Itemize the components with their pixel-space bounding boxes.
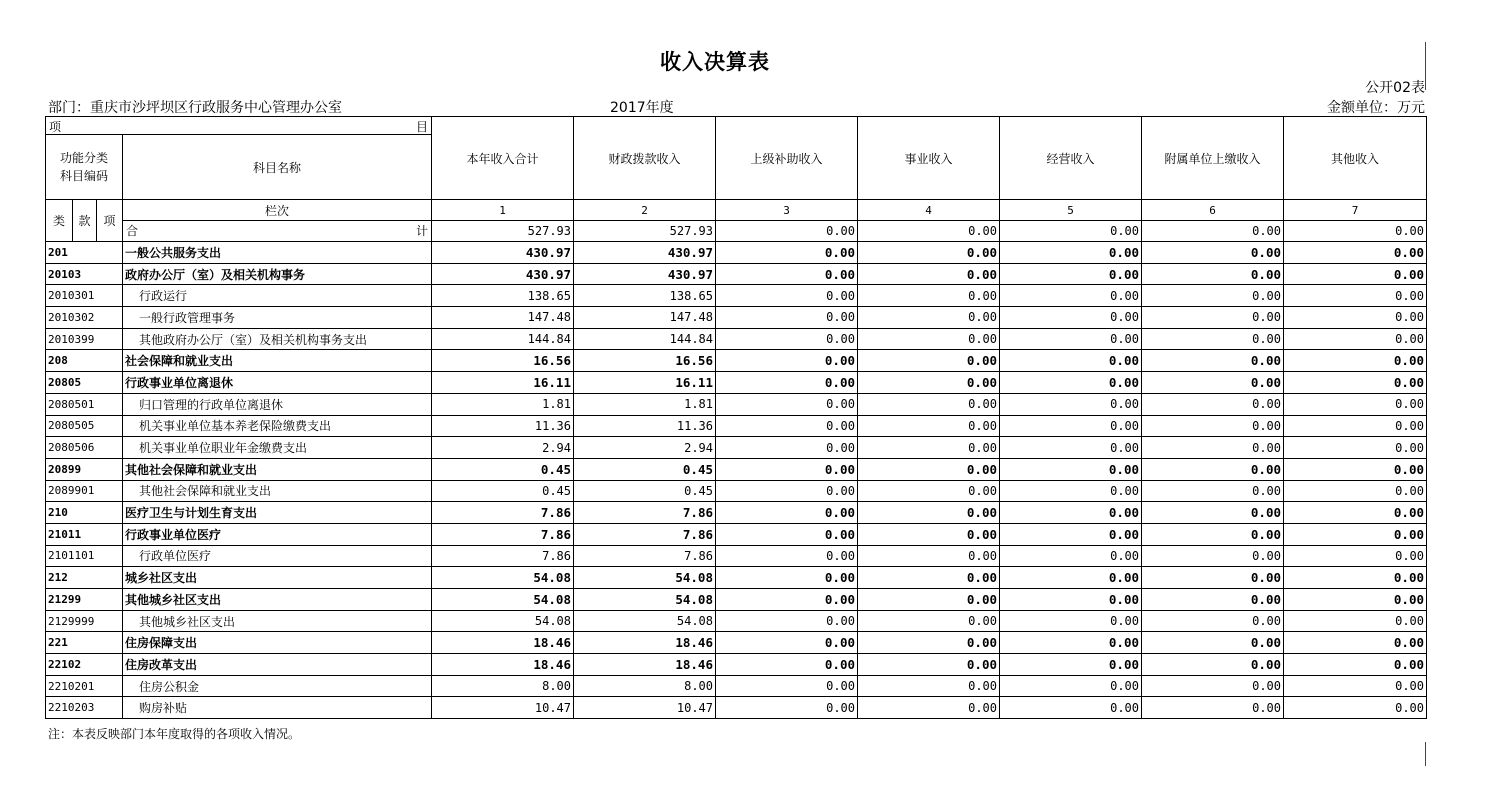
amount-cell: 0.00 (858, 610, 1000, 632)
amount-cell: 0.00 (716, 415, 858, 437)
subject-code: 20899 (46, 458, 123, 480)
amount-cell: 0.00 (1284, 285, 1427, 307)
amount-cell: 0.00 (1000, 675, 1142, 697)
amount-cell: 0.00 (1284, 372, 1427, 394)
amount-cell: 0.00 (1000, 589, 1142, 611)
page-edge-line-top (1425, 42, 1426, 90)
total-row (46, 221, 1427, 242)
amount-cell: 16.56 (574, 350, 716, 372)
subject-name: 政府办公厅（室）及相关机构事务 (123, 263, 432, 285)
subject-name: 行政运行 (123, 285, 432, 307)
subject-code: 2080505 (46, 415, 123, 437)
amount-cell: 0.00 (1142, 610, 1284, 632)
fiscal-year: 2017年度 (610, 100, 674, 116)
amount-cell: 0.00 (1284, 567, 1427, 589)
table-row (46, 589, 1427, 611)
amount-cell: 0.00 (1142, 285, 1284, 307)
amount-cell: 54.08 (574, 610, 716, 632)
amount-cell: 0.00 (1142, 350, 1284, 372)
amount-cell: 0.00 (1000, 307, 1142, 329)
amount-cell: 0.00 (1284, 328, 1427, 350)
amount-cell: 0.00 (716, 242, 858, 264)
amount-cell: 7.86 (432, 545, 574, 567)
form-number: 公开02表 (1365, 80, 1425, 96)
amount-cell: 0.45 (432, 480, 574, 502)
amount-cell: 0.00 (1000, 502, 1142, 524)
amount-cell: 0.00 (858, 480, 1000, 502)
item-right-label: 目 (415, 120, 428, 134)
table-row (46, 697, 1427, 719)
amount-cell: 0.00 (1284, 610, 1427, 632)
table-row (46, 350, 1427, 372)
amount-cell: 144.84 (432, 328, 574, 350)
amount-cell: 7.86 (574, 545, 716, 567)
subject-name: 其他城乡社区支出 (123, 610, 432, 632)
table-row (46, 632, 1427, 654)
table-row (46, 610, 1427, 632)
subject-code: 22102 (46, 654, 123, 676)
amount-cell: 0.00 (1000, 610, 1142, 632)
table-row (46, 502, 1427, 524)
amount-cell: 0.00 (858, 415, 1000, 437)
amount-cell: 54.08 (432, 589, 574, 611)
amount-cell: 144.84 (574, 328, 716, 350)
amount-cell: 0.00 (1284, 242, 1427, 264)
amount-cell: 0.00 (1000, 285, 1142, 307)
table-row (46, 437, 1427, 459)
amount-cell: 0.00 (1142, 480, 1284, 502)
amount-cell: 0.00 (858, 654, 1000, 676)
amount-cell: 0.00 (1142, 393, 1284, 415)
amount-cell: 0.00 (1284, 350, 1427, 372)
subject-name: 其他社会保障和就业支出 (123, 458, 432, 480)
amount-cell: 0.00 (1000, 437, 1142, 459)
amount-cell: 0.00 (716, 437, 858, 459)
column-number-label: 栏次 (123, 200, 432, 221)
amount-cell: 0.00 (1000, 242, 1142, 264)
total-label-cell (123, 221, 432, 242)
amount-cell: 0.45 (574, 480, 716, 502)
page-edge-line-bottom (1425, 742, 1426, 766)
total-value: 0.00 (1284, 221, 1427, 242)
amount-cell: 0.00 (858, 285, 1000, 307)
amount-cell: 147.48 (432, 307, 574, 329)
amount-cell: 0.00 (716, 458, 858, 480)
subject-name: 医疗卫生与计划生育支出 (123, 502, 432, 524)
amount-cell: 0.00 (716, 675, 858, 697)
item-header-cell (46, 117, 432, 135)
amount-cell: 138.65 (432, 285, 574, 307)
amount-cell: 0.00 (1284, 415, 1427, 437)
amount-cell: 11.36 (574, 415, 716, 437)
amount-cell: 0.00 (716, 372, 858, 394)
subject-code: 21299 (46, 589, 123, 611)
amount-cell: 0.00 (716, 350, 858, 372)
amount-cell: 0.00 (1284, 393, 1427, 415)
amount-cell: 0.00 (858, 632, 1000, 654)
subject-code: 2010302 (46, 307, 123, 329)
amount-cell: 0.00 (716, 589, 858, 611)
amount-cell: 430.97 (432, 242, 574, 264)
subject-code: 210 (46, 502, 123, 524)
col-header-3: 上级补助收入 (716, 117, 858, 200)
subject-code: 2089901 (46, 480, 123, 502)
column-number: 3 (716, 200, 858, 221)
amount-cell: 430.97 (574, 242, 716, 264)
header-row-numbers (46, 200, 1427, 221)
col-header-6: 附属单位上缴收入 (1142, 117, 1284, 200)
amount-cell: 0.00 (1142, 263, 1284, 285)
amount-cell: 0.00 (1284, 263, 1427, 285)
amount-cell: 16.11 (432, 372, 574, 394)
amount-cell: 0.00 (858, 437, 1000, 459)
amount-cell: 0.00 (1284, 458, 1427, 480)
subject-code: 2129999 (46, 610, 123, 632)
col-header-4: 事业收入 (858, 117, 1000, 200)
amount-cell: 0.00 (1000, 545, 1142, 567)
total-value: 0.00 (716, 221, 858, 242)
subject-name: 机关事业单位职业年金缴费支出 (123, 437, 432, 459)
amount-cell: 0.00 (1142, 437, 1284, 459)
amount-cell: 0.00 (858, 697, 1000, 719)
subject-name: 行政事业单位离退休 (123, 372, 432, 394)
amount-cell: 7.86 (432, 523, 574, 545)
column-number: 4 (858, 200, 1000, 221)
department-label: 部门：重庆市沙坪坝区行政服务中心管理办公室 (48, 100, 342, 116)
amount-cell: 2.94 (432, 437, 574, 459)
amount-cell: 0.00 (716, 654, 858, 676)
amount-cell: 0.00 (1284, 632, 1427, 654)
amount-cell: 1.81 (574, 393, 716, 415)
subject-code: 2080506 (46, 437, 123, 459)
amount-cell: 0.00 (1142, 567, 1284, 589)
amount-cell: 54.08 (432, 610, 574, 632)
amount-cell: 0.00 (716, 480, 858, 502)
subject-name: 住房公积金 (123, 675, 432, 697)
func-code-header: 功能分类 科目编码 (46, 135, 123, 200)
amount-cell: 0.00 (1142, 589, 1284, 611)
item-left-label: 项 (49, 120, 62, 134)
table-row (46, 285, 1427, 307)
column-number: 2 (574, 200, 716, 221)
amount-cell: 0.00 (1000, 328, 1142, 350)
amount-cell: 8.00 (432, 675, 574, 697)
subject-name: 归口管理的行政单位离退休 (123, 393, 432, 415)
amount-cell: 0.00 (716, 632, 858, 654)
amount-cell: 0.00 (716, 523, 858, 545)
column-number: 6 (1142, 200, 1284, 221)
income-table (45, 116, 1427, 719)
amount-cell: 7.86 (574, 523, 716, 545)
amount-cell: 0.00 (1000, 263, 1142, 285)
amount-cell: 7.86 (574, 502, 716, 524)
amount-cell: 138.65 (574, 285, 716, 307)
amount-cell: 0.00 (716, 285, 858, 307)
amount-cell: 0.00 (1284, 502, 1427, 524)
amount-cell: 0.00 (858, 350, 1000, 372)
amount-cell: 0.00 (1000, 697, 1142, 719)
amount-cell: 0.00 (858, 458, 1000, 480)
amount-cell: 0.00 (1000, 350, 1142, 372)
amount-cell: 0.00 (1284, 654, 1427, 676)
table-row (46, 458, 1427, 480)
subject-name: 其他社会保障和就业支出 (123, 480, 432, 502)
amount-cell: 0.00 (858, 523, 1000, 545)
amount-cell: 0.00 (1284, 480, 1427, 502)
amount-cell: 10.47 (574, 697, 716, 719)
subject-name: 行政单位医疗 (123, 545, 432, 567)
xiang-header: 项 (97, 200, 123, 242)
table-row (46, 567, 1427, 589)
amount-cell: 0.00 (1284, 589, 1427, 611)
amount-cell: 8.00 (574, 675, 716, 697)
footnote: 注：本表反映部门本年度取得的各项收入情况。 (48, 727, 301, 741)
amount-cell: 18.46 (432, 632, 574, 654)
subject-name: 城乡社区支出 (123, 567, 432, 589)
amount-cell: 0.00 (858, 675, 1000, 697)
amount-cell: 0.00 (1000, 567, 1142, 589)
total-value: 527.93 (574, 221, 716, 242)
amount-cell: 0.00 (1142, 523, 1284, 545)
amount-cell: 10.47 (432, 697, 574, 719)
subject-name-header: 科目名称 (123, 135, 432, 200)
amount-cell: 0.00 (1142, 307, 1284, 329)
table-row (46, 675, 1427, 697)
amount-cell: 0.00 (1142, 415, 1284, 437)
amount-cell: 2.94 (574, 437, 716, 459)
amount-cell: 0.00 (716, 307, 858, 329)
amount-cell: 0.00 (1284, 307, 1427, 329)
amount-cell: 54.08 (574, 567, 716, 589)
subject-name: 住房改革支出 (123, 654, 432, 676)
amount-cell: 0.00 (716, 567, 858, 589)
column-number: 5 (1000, 200, 1142, 221)
amount-cell: 0.00 (1142, 372, 1284, 394)
amount-cell: 0.00 (716, 610, 858, 632)
table-row (46, 307, 1427, 329)
col-header-1: 本年收入合计 (432, 117, 574, 200)
table-row (46, 263, 1427, 285)
amount-cell: 0.00 (1142, 675, 1284, 697)
amount-cell: 0.00 (1000, 523, 1142, 545)
amount-cell: 0.00 (858, 263, 1000, 285)
amount-cell: 0.00 (858, 242, 1000, 264)
amount-cell: 0.00 (716, 328, 858, 350)
amount-cell: 1.81 (432, 393, 574, 415)
subject-code: 201 (46, 242, 123, 264)
amount-cell: 147.48 (574, 307, 716, 329)
amount-cell: 0.00 (716, 697, 858, 719)
subject-name: 一般行政管理事务 (123, 307, 432, 329)
subject-name: 行政事业单位医疗 (123, 523, 432, 545)
subject-name: 机关事业单位基本养老保险缴费支出 (123, 415, 432, 437)
amount-cell: 0.45 (432, 458, 574, 480)
subject-name: 其他政府办公厅（室）及相关机构事务支出 (123, 328, 432, 350)
subject-code: 2210201 (46, 675, 123, 697)
amount-cell: 54.08 (574, 589, 716, 611)
column-number: 7 (1284, 200, 1427, 221)
subject-code: 212 (46, 567, 123, 589)
amount-cell: 0.00 (858, 589, 1000, 611)
amount-cell: 0.00 (1142, 328, 1284, 350)
amount-cell: 0.00 (1142, 697, 1284, 719)
subject-name: 购房补贴 (123, 697, 432, 719)
amount-cell: 0.00 (1142, 502, 1284, 524)
table-row (46, 415, 1427, 437)
amount-cell: 0.00 (1000, 372, 1142, 394)
amount-cell: 430.97 (432, 263, 574, 285)
amount-cell: 0.00 (858, 372, 1000, 394)
amount-cell: 54.08 (432, 567, 574, 589)
amount-cell: 0.00 (1000, 458, 1142, 480)
total-value: 0.00 (1000, 221, 1142, 242)
subject-code: 2101101 (46, 545, 123, 567)
total-label-right: 计 (415, 224, 428, 238)
page-title: 收入决算表 (660, 50, 770, 74)
amount-cell: 0.00 (1000, 632, 1142, 654)
subject-code: 20805 (46, 372, 123, 394)
amount-cell: 18.46 (574, 654, 716, 676)
subject-code: 221 (46, 632, 123, 654)
col-header-5: 经营收入 (1000, 117, 1142, 200)
amount-cell: 0.00 (858, 545, 1000, 567)
subject-code: 21011 (46, 523, 123, 545)
meta-row (48, 97, 1425, 117)
amount-cell: 7.86 (432, 502, 574, 524)
total-label-left: 合 (126, 224, 139, 238)
subject-code: 2080501 (46, 393, 123, 415)
col-header-2: 财政拨款收入 (574, 117, 716, 200)
amount-cell: 11.36 (432, 415, 574, 437)
subject-name: 一般公共服务支出 (123, 242, 432, 264)
subject-code: 208 (46, 350, 123, 372)
amount-cell: 0.00 (1000, 415, 1142, 437)
table-row (46, 480, 1427, 502)
amount-cell: 18.46 (574, 632, 716, 654)
table-row (46, 523, 1427, 545)
amount-cell: 0.00 (716, 393, 858, 415)
amount-cell: 430.97 (574, 263, 716, 285)
amount-cell: 0.00 (1000, 393, 1142, 415)
amount-cell: 0.00 (1142, 242, 1284, 264)
total-value: 527.93 (432, 221, 574, 242)
amount-cell: 0.00 (858, 307, 1000, 329)
subject-name: 社会保障和就业支出 (123, 350, 432, 372)
amount-cell: 16.56 (432, 350, 574, 372)
amount-cell: 0.00 (1284, 523, 1427, 545)
amount-cell: 0.00 (858, 567, 1000, 589)
column-number: 1 (432, 200, 574, 221)
amount-cell: 0.00 (1000, 480, 1142, 502)
table-row (46, 654, 1427, 676)
col-header-7: 其他收入 (1284, 117, 1427, 200)
amount-cell: 0.00 (1142, 545, 1284, 567)
amount-cell: 0.00 (858, 328, 1000, 350)
kuan-header: 款 (73, 200, 97, 242)
table-row (46, 242, 1427, 264)
amount-cell: 0.00 (1142, 654, 1284, 676)
total-value: 0.00 (1142, 221, 1284, 242)
amount-cell: 0.00 (1284, 545, 1427, 567)
total-value: 0.00 (858, 221, 1000, 242)
table-row (46, 545, 1427, 567)
header-row-item (46, 117, 1427, 135)
amount-cell: 0.00 (858, 393, 1000, 415)
amount-unit: 金额单位：万元 (1327, 100, 1425, 116)
table-row (46, 393, 1427, 415)
amount-cell: 0.00 (1142, 632, 1284, 654)
amount-cell: 0.00 (716, 502, 858, 524)
subject-name: 住房保障支出 (123, 632, 432, 654)
amount-cell: 0.00 (1284, 437, 1427, 459)
table-row (46, 372, 1427, 394)
subject-code: 2010399 (46, 328, 123, 350)
amount-cell: 0.00 (716, 263, 858, 285)
amount-cell: 0.00 (1284, 697, 1427, 719)
amount-cell: 0.00 (1000, 654, 1142, 676)
amount-cell: 0.45 (574, 458, 716, 480)
lei-header: 类 (46, 200, 73, 242)
amount-cell: 0.00 (1284, 675, 1427, 697)
amount-cell: 18.46 (432, 654, 574, 676)
amount-cell: 0.00 (716, 545, 858, 567)
subject-code: 2210203 (46, 697, 123, 719)
table-row (46, 328, 1427, 350)
amount-cell: 0.00 (1142, 458, 1284, 480)
subject-code: 2010301 (46, 285, 123, 307)
subject-name: 其他城乡社区支出 (123, 589, 432, 611)
subject-code: 20103 (46, 263, 123, 285)
amount-cell: 16.11 (574, 372, 716, 394)
amount-cell: 0.00 (858, 502, 1000, 524)
